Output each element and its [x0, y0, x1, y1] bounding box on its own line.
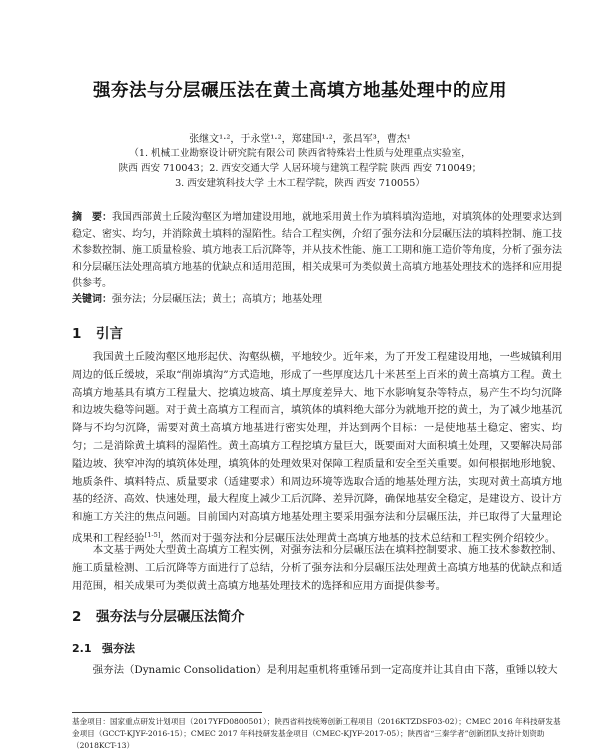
- section-number: 1: [72, 326, 82, 342]
- section-title: 强夯法与分层碾压法简介: [96, 609, 245, 625]
- affiliation-line-3: 3. 西安建筑科技大学 土木工程学院，陕西 西安 710055）: [175, 178, 425, 189]
- footnote-divider: [72, 712, 262, 713]
- funding-footnote: 基金项目：国家重点研发计划项目（2017YFD0800501）；陕西省科技统筹创新工程项目（2016KTZDSF03-02）；CMEC 2016 年科技研发基金项目（GCCT-KJYF-2016-15）；CMEC 2017 年科技研发基金项目（CMEC-KJYF-2017-05）；陕西省“三秦学者”创新团队支持计划资助（2018KCT-13）: [72, 717, 561, 750]
- keywords: [72, 292, 562, 308]
- section-title: 引言: [96, 326, 123, 342]
- paragraph-text: 我国黄土丘陵沟壑区地形起伏、沟壑纵横，平地较少。近年来，为了开发工程建设用地，一些城镇利用周边的低丘缓坡，采取“削峁填沟”方式造地，形成了一些厚度达几十米甚至上百米的黄土高填方工程。黄土高填方地基具有填方工程量大、挖填边坡高、填土厚度差异大、地下水影响复杂等特点，易产生不均匀沉降和边坡失稳等问题。对于黄土高填方工程而言，填筑体的填料绝大部分为就地开挖的黄土，为了减少地基沉降与不均匀沉降，需要对黄土高填方地基进行密实处理，并达到两个目标：一是使地基土稳定、密实、均匀；二是消除黄土填料的湿陷性。黄土高填方工程挖填方量巨大，既要面对大面积填土处理，又要解决局部隘边坡、狭窄冲沟的填筑体处理，填筑体的处理效果对保障工程质量和安全至关重要。如何根据地形地貌、地质条件、填料特点、质量要求（适建要求）和周边环境等选取合适的地基处理方法，实现对黄土高填方地基的经济、高效、快速处理，最大程度上减少工后沉降、差异沉降，确保地基安全稳定，是建设方、设计方和施工方关注的焦点问题。目前国内对高填方地基处理主要采用强夯法和分层碾压法，并已取得了大量理论成果和工程经验: [72, 351, 562, 545]
- keywords-text: 强夯法；分层碾压法；黄土；高填方；地基处理: [112, 294, 322, 305]
- abstract: [72, 210, 562, 293]
- section-heading-introduction: [72, 322, 123, 342]
- affiliation-line-2: 陕西 西安 710043；2. 西安交通大学 人居环境与建筑工程学院 陕西 西安 710049；: [118, 163, 482, 174]
- subsection-heading-dynamic-compaction: [72, 640, 135, 656]
- citation-ref: [1-5]: [144, 530, 161, 539]
- paragraph-text: ，然而对于强夯法和分层碾压法处理黄土高填方地基的技术总结和工程实例介绍较少。: [160, 532, 556, 545]
- subsection-number: 2.1: [72, 642, 92, 655]
- section-heading-methods: [72, 605, 245, 625]
- section-number: 2: [72, 609, 82, 625]
- keywords-label: 关键词：: [72, 294, 112, 305]
- affiliation-line-1: （1. 机械工业勘察设计研究院有限公司 陕西省特殊岩土性质与处理重点实验室，: [129, 148, 471, 159]
- body-paragraph-intro-2: 本文基于两处大型黄土高填方工程实例，对强夯法和分层碾压法在填料控制要求、施工技术参数控制、施工质量检测、工后沉降等方面进行了总结，分析了强夯法和分层碾压法处理黄土高填方地基的优缺点和适用范围，相关成果可为类似黄土高填方地基处理技术的选择和应用方面提供参考。: [72, 544, 562, 592]
- subsection-title: 强夯法: [102, 642, 135, 655]
- author-list: 张继文¹·²，于永堂¹·²，郑建国¹·²，张昌军³，曹杰¹: [189, 134, 411, 145]
- abstract-text: 我国西部黄土丘陵沟壑区为增加建设用地，就地采用黄土作为填料填沟造地，对填筑体的处理要求达到稳定、密实、均匀，并消除黄土填料的湿陷性。结合工程实例，介绍了强夯法和分层碾压法的填料控制、施工技术参数控制、施工质量检验、填方地表工后沉降等，并从技术性能、施工工期和施工造价等角度，分析了强夯法和分层碾压法处理高填方地基的优缺点和适用范围，相关成果可为类似黄土高填方地基处理技术的选择和应用提供参考。: [72, 212, 562, 289]
- body-paragraph-intro-1: [72, 349, 562, 548]
- paper-title: 强夯法与分层碾压法在黄土高填方地基处理中的应用: [93, 81, 507, 101]
- abstract-label: 摘 要：: [72, 212, 112, 223]
- body-paragraph-dynamic-compaction: 强夯法（Dynamic Consolidation）是利用起重机将重锤吊到一定高度并让其自由下落，重锤以较大: [92, 664, 558, 676]
